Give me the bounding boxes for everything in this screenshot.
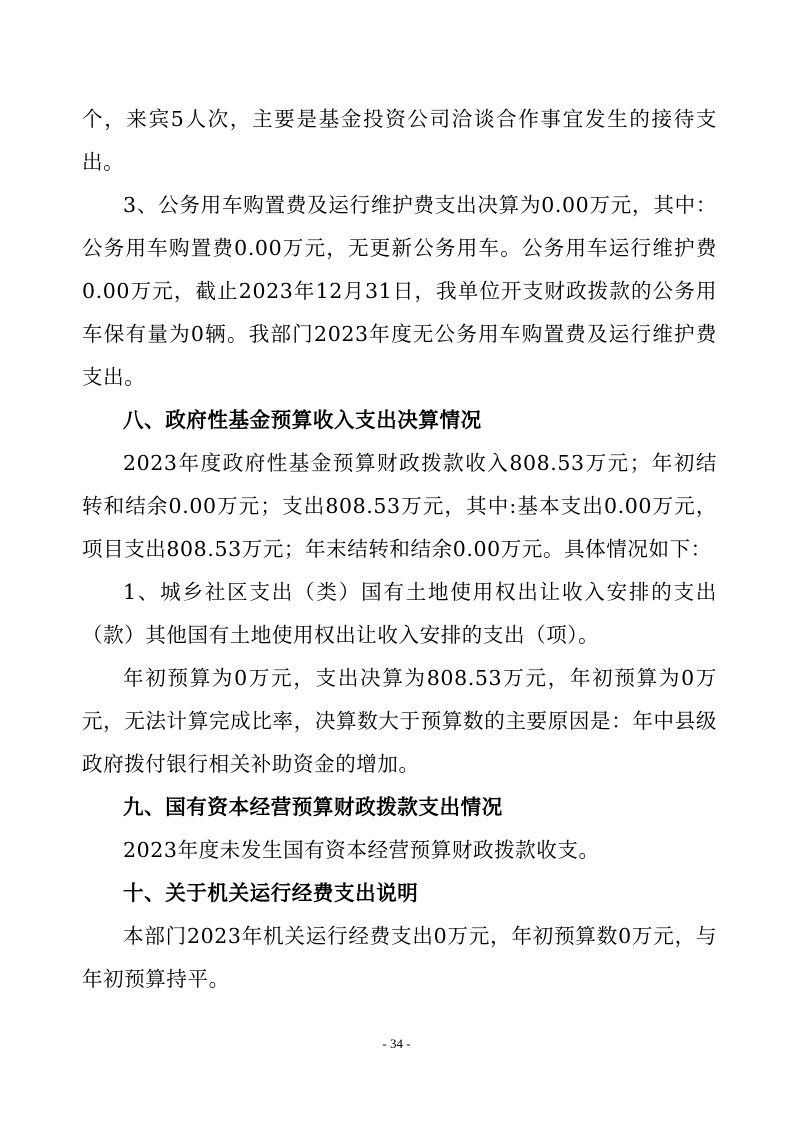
paragraph-government-fund-summary: 2023年度政府性基金预算财政拨款收入808.53万元；年初结转和结余0.00万元；支出808.53万元，其中:基本支出0.00万元，项目支出808.53万元；年末结转和结余0.00万元。具体情况如下：	[82, 451, 717, 561]
paragraph-budget-explanation: 年初预算为0万元，支出决算为808.53万元，年初预算为0万元，无法计算完成比率，决算数大于预算数的主要原因是：年中县级政府拨付银行相关补助资金的增加。	[82, 666, 717, 776]
paragraph-vehicle-expenses: 3、公务用车购置费及运行维护费支出决算为0.00万元，其中：公务用车购置费0.00万元，无更新公务用车。公务用车运行维护费0.00万元，截止2023年12月31日，我单位开支财政拨款的公务用车保有量为0辆。我部门2023年度无公务用车购置费及运行维护费支出。	[82, 193, 717, 389]
section-heading-operating-expenses: 十、关于机关运行经费支出说明	[123, 881, 419, 905]
paragraph-reception-continued: 个，来宾5人次，主要是基金投资公司洽谈合作事宜发生的接待支出。	[82, 107, 717, 174]
page-number: - 34 -	[382, 1036, 411, 1051]
paragraph-operating-expenses: 本部门2023年机关运行经费支出0万元，年初预算数0万元，与年初预算持平。	[82, 924, 717, 991]
paragraph-state-capital: 2023年度未发生国有资本经营预算财政拨款收支。	[123, 838, 600, 862]
body-text	[82, 98, 717, 1001]
section-heading-state-capital: 九、国有资本经营预算财政拨款支出情况	[123, 795, 503, 819]
section-heading-government-fund: 八、政府性基金预算收入支出决算情况	[123, 408, 482, 432]
paragraph-urban-rural-expenditure: 1、城乡社区支出（类）国有土地使用权出让收入安排的支出（款）其他国有土地使用权出让收入安排的支出（项）。	[82, 580, 717, 647]
